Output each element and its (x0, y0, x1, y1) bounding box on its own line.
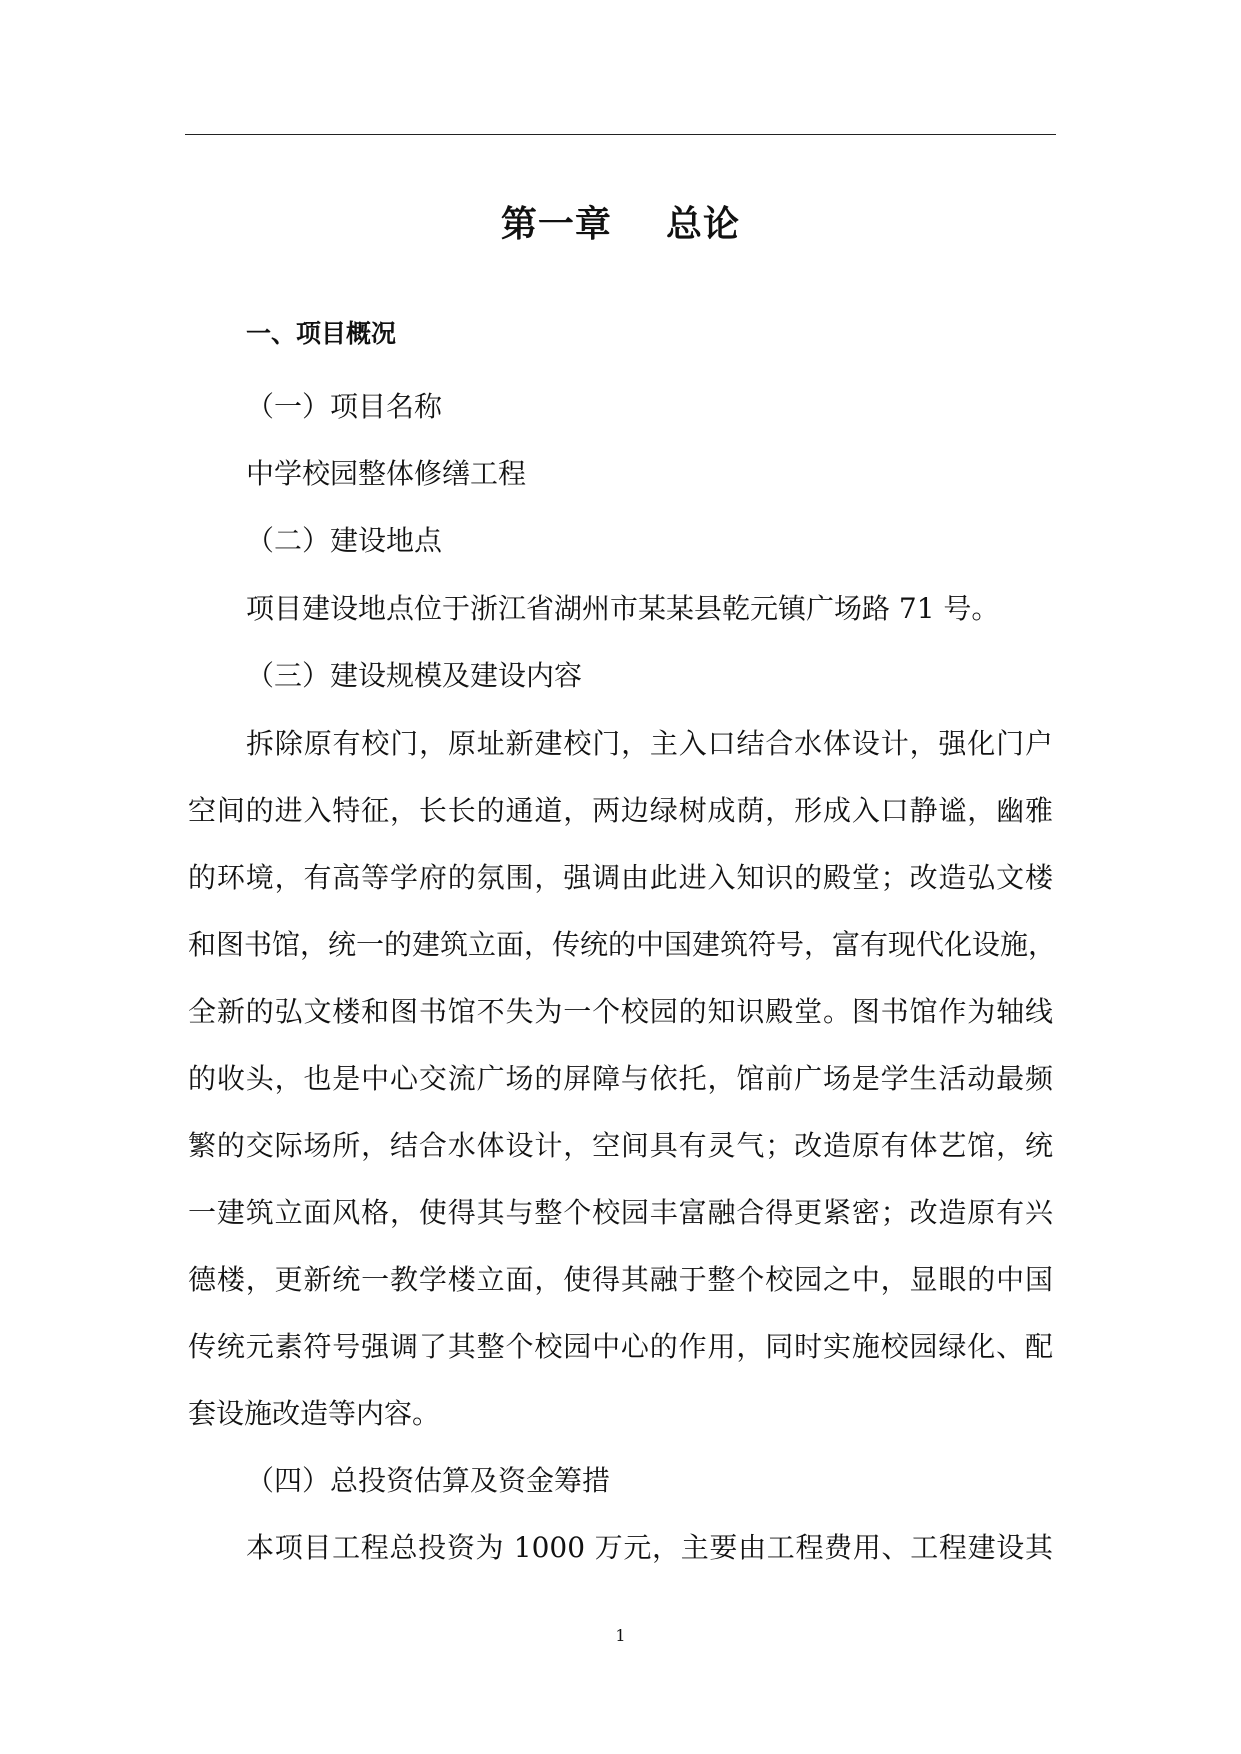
paragraph-line: 繁的交际场所，结合水体设计，空间具有灵气；改造原有体艺馆，统 (188, 1129, 1053, 1162)
section-heading: 一、项目概况 (246, 319, 397, 348)
paragraph-line: 全新的弘文楼和图书馆不失为一个校园的知识殿堂。图书馆作为轴线 (188, 995, 1053, 1028)
investment-text: 本项目工程总投资为 1000 万元，主要由工程费用、工程建设其 (246, 1531, 1053, 1564)
paragraph-line: 德楼，更新统一教学楼立面，使得其融于整个校园之中，显眼的中国 (188, 1263, 1053, 1296)
paragraph-line: 和图书馆，统一的建筑立面，传统的中国建筑符号，富有现代化设施， (188, 928, 1057, 961)
paragraph-line: 空间的进入特征，长长的通道，两边绿树成荫，形成入口静谧，幽雅 (188, 794, 1053, 827)
paragraph-line: 传统元素符号强调了其整个校园中心的作用，同时实施校园绿化、配 (188, 1330, 1053, 1363)
subsection-heading-scale: （三）建设规模及建设内容 (246, 659, 583, 692)
paragraph-line: 拆除原有校门，原址新建校门，主入口结合水体设计，强化门户 (246, 727, 1053, 760)
paragraph-line: 的收头，也是中心交流广场的屏障与依托，馆前广场是学生活动最频 (188, 1062, 1053, 1095)
paragraph-line: 套设施改造等内容。 (188, 1397, 441, 1430)
subsection-heading-project-name: （一）项目名称 (246, 390, 443, 423)
chapter-title: 第一章 总论 (500, 204, 741, 245)
location-text: 项目建设地点位于浙江省湖州市某某县乾元镇广场路 71 号。 (246, 592, 1000, 625)
subsection-heading-location: （二）建设地点 (246, 524, 443, 557)
project-name-text: 中学校园整体修缮工程 (246, 457, 527, 490)
subsection-heading-investment: （四）总投资估算及资金筹措 (246, 1464, 611, 1497)
page-number: 1 (615, 1626, 626, 1645)
paragraph-line: 的环境，有高等学府的氛围，强调由此进入知识的殿堂；改造弘文楼 (188, 861, 1053, 894)
paragraph-line: 一建筑立面风格，使得其与整个校园丰富融合得更紧密；改造原有兴 (188, 1196, 1053, 1229)
header-rule (185, 134, 1056, 135)
